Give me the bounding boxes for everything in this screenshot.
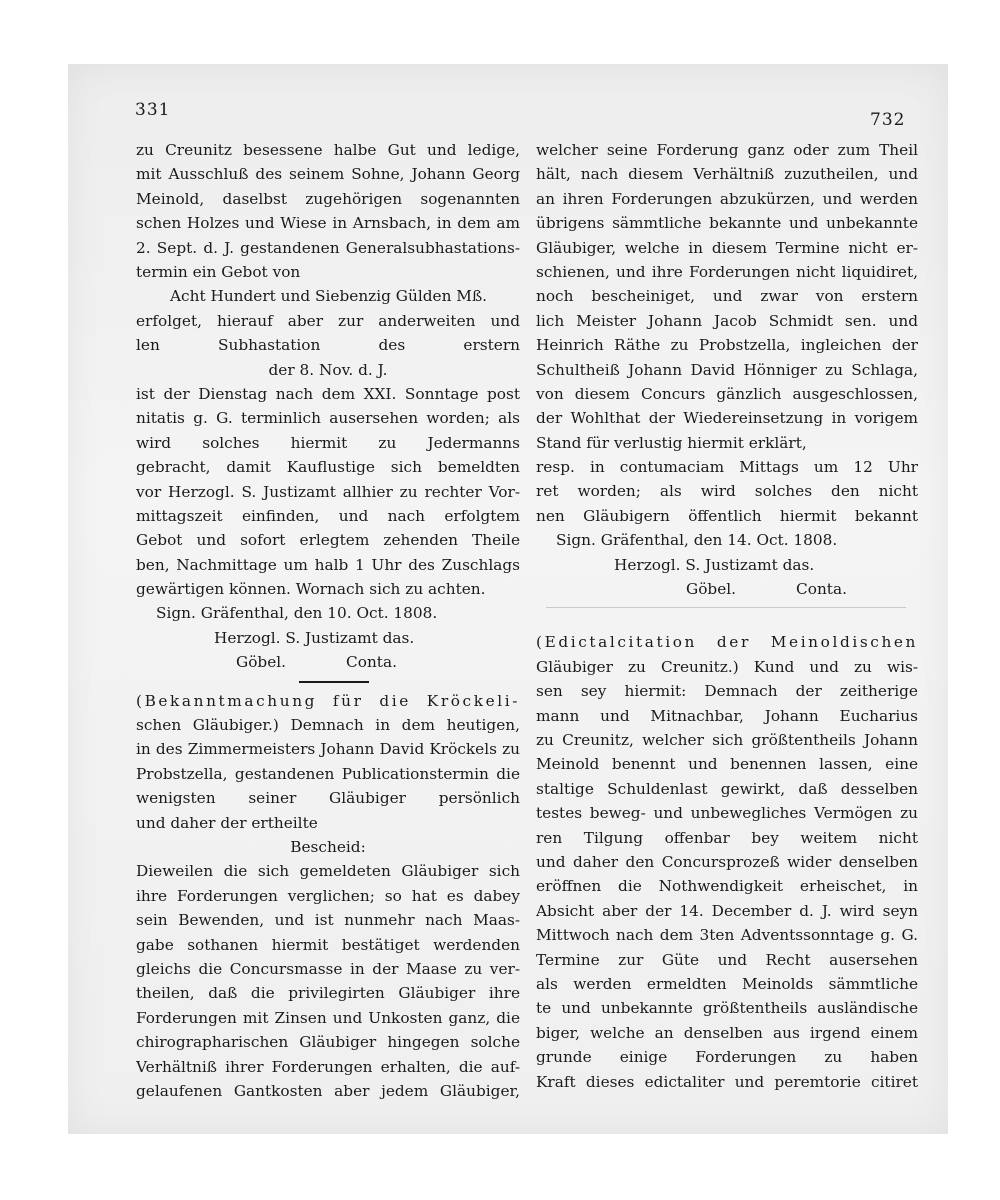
text-line: gelaufenen Gantkosten aber jedem Gläubiger, [136, 1081, 520, 1100]
text-line: Heinrich Räthe zu Probstzella, ingleichen der [536, 336, 918, 355]
text-line: welcher seine Forderung ganz oder zum Theil [536, 141, 918, 159]
text-line: an ihren Forderungen abzukürzen, und werden [536, 189, 918, 208]
text-line: 2. Sept. d. J. gestandenen Generalsubhastations- [136, 238, 520, 257]
text-line: staltige Schuldenlast gewirkt, daß desselben [536, 779, 918, 798]
signatories [136, 650, 520, 674]
text-line: Meinold benennt und benennen lassen, eine [536, 755, 918, 774]
text-line: als werden ermeldten Meinolds sämmtliche [536, 974, 918, 993]
text-line: chirographarischen Gläubiger hingegen solche [136, 1033, 520, 1052]
signatories [536, 577, 918, 601]
text-line: und daher der ertheilte [136, 813, 318, 832]
meinold-edict [536, 630, 918, 1093]
page-number-left: 331 [135, 100, 171, 120]
text-line: Dieweilen die sich gemeldeten Gläubiger sich [136, 862, 520, 881]
text-line: testes beweg- und unbewegliches Vermögen zu [536, 804, 918, 823]
text-line: gebracht, damit Kauflustige sich bemeldten [136, 458, 520, 477]
text-line: ihre Forderungen verglichen; so hat es dabey [136, 886, 520, 905]
bescheid-heading: Bescheid: [290, 838, 366, 857]
text-line: schen Gläubiger.) Demnach in dem heutigen, [136, 716, 520, 735]
text-line: Absicht aber der 14. December d. J. wird seyn [536, 901, 918, 920]
text-line: Schultheiß Johann David Hönniger zu Schlaga, [536, 360, 918, 379]
text-line: Kraft dieses edictaliter und peremtorie citiret [536, 1072, 918, 1091]
court-name: Herzogl. S. Justizamt das. [214, 628, 415, 647]
signatory-conta: Conta. [346, 653, 397, 672]
text-line: hält, nach diesem Verhältniß zuzutheilen, und [536, 165, 918, 184]
text-line: gewärtigen können. Wornach sich zu achten. [136, 580, 486, 599]
text-line: mit Ausschluß des seinem Sohne, Johann Georg [136, 165, 520, 184]
text-line: mittagszeit einfinden, und nach erfolgtem [136, 506, 520, 525]
faint-divider [546, 607, 906, 608]
text-line: Gläubiger zu Creunitz.) Kund und zu wis- [536, 657, 918, 676]
text-line: schen Holzes und Wiese in Arnsbach, in dem am [136, 214, 520, 233]
text-line: sein Bewenden, und ist nunmehr nach Maas- [136, 911, 520, 930]
text-line: erfolget, hierauf aber zur anderweiten und [136, 311, 520, 330]
text-line: schienen, und ihre Forderungen nicht liquidiret, [536, 262, 918, 281]
text-line: len Subhastation des erstern [136, 336, 520, 355]
text-line: te und unbekannte größtentheils ausländische [536, 999, 918, 1018]
text-line: in des Zimmermeisters Johann David Kröckels zu [136, 740, 520, 759]
text-line: von diesem Concurs gänzlich ausgeschlossen, [536, 384, 918, 403]
text-line: eröffnen die Nothwendigkeit erheischet, in [536, 877, 918, 896]
text-line: gabe sothanen hiermit bestätiget werdenden [136, 935, 520, 954]
left-column [136, 138, 520, 1103]
auction-date: der 8. Nov. d. J. [268, 360, 388, 379]
auction-notice-body [136, 138, 520, 675]
text-line: Termine zur Güte und Recht ausersehen [536, 950, 918, 969]
page-number-right: 732 [870, 110, 906, 130]
text-line: ret worden; als wird solches den nicht [536, 482, 918, 501]
text-line: lich Meister Johann Jacob Schmidt sen. und [536, 311, 918, 330]
kroeckel-notice-continued [536, 138, 918, 601]
text-line: biger, welche an denselben aus irgend einem [536, 1023, 918, 1042]
right-column [536, 138, 918, 1094]
text-line: nitatis g. G. terminlich ausersehen worden; als [136, 409, 520, 428]
text-line: Gläubiger, welche in diesem Termine nicht er- [536, 238, 918, 257]
text-line: ren Tilgung offenbar bey weitem nicht [536, 828, 918, 847]
text-line: übrigens sämmtliche bekannte und unbekannte [536, 214, 918, 233]
signatory-conta: Conta. [796, 580, 847, 599]
text-line: wird solches hiermit zu Jedermanns [136, 433, 520, 452]
text-line: Forderungen mit Zinsen und Unkosten ganz, die [136, 1008, 520, 1027]
text-line: der Wohlthat der Wiedereinsetzung in vorigem [536, 409, 918, 428]
text-line: Verhältniß ihrer Forderungen erhalten, die auf- [136, 1057, 520, 1076]
spacer [536, 614, 918, 630]
text-line: Gebot und sofort erlegtem zehenden Theile [136, 531, 520, 550]
bid-amount: Acht Hundert und Siebenzig Gülden Mß. [170, 287, 488, 306]
signatory-goebel: Göbel. [686, 580, 737, 599]
signature-place-date: Sign. Gräfenthal, den 14. Oct. 1808. [556, 531, 838, 550]
text-line: Probstzella, gestandenen Publicationstermin die [136, 764, 520, 783]
text-line: noch bescheiniget, und zwar von erstern [536, 287, 918, 306]
text-line: wenigsten seiner Gläubiger persönlich [136, 789, 520, 808]
text-line: Meinold, daselbst zugehörigen sogenannten [136, 189, 520, 208]
notice-heading: (Edictalcitation der Meinoldischen [536, 633, 918, 652]
signature-place-date: Sign. Gräfenthal, den 10. Oct. 1808. [156, 604, 438, 623]
text-line: Mittwoch nach dem 3ten Adventssonntage g. G. [536, 926, 918, 945]
section-divider [299, 681, 369, 683]
text-line: zu Creunitz besessene halbe Gut und ledige, [136, 141, 520, 159]
text-line: grunde einige Forderungen zu haben [536, 1048, 918, 1067]
text-line: ben, Nachmittage um halb 1 Uhr des Zuschlags [136, 555, 520, 574]
text-line: vor Herzogl. S. Justizamt allhier zu rechter Vor- [136, 482, 520, 501]
signatory-goebel: Göbel. [236, 653, 287, 672]
kroeckel-notice [136, 689, 520, 1104]
text-line: mann und Mitnachbar, Johann Eucharius [536, 706, 918, 725]
text-line: Stand für verlustig hiermit erklärt, [536, 433, 807, 452]
text-line: ist der Dienstag nach dem XXI. Sonntage post [136, 384, 520, 403]
text-line: und daher den Concursprozeß wider denselben [536, 853, 918, 871]
text-line: resp. in contumaciam Mittags um 12 Uhr [536, 458, 918, 477]
text-line: termin ein Gebot von [136, 262, 301, 281]
text-line: nen Gläubigern öffentlich hiermit bekannt [536, 506, 918, 525]
text-line: theilen, daß die privilegirten Gläubiger ihre [136, 984, 520, 1003]
text-line: sen sey hiermit: Demnach der zeitherige [536, 682, 918, 701]
notice-heading: (Bekanntmachung für die Kröckeli- [136, 691, 520, 710]
court-name: Herzogl. S. Justizamt das. [614, 555, 815, 574]
text-line: zu Creunitz, welcher sich größtentheils Johann [536, 731, 918, 750]
text-line: gleichs die Concursmasse in der Maase zu ver- [136, 960, 520, 979]
